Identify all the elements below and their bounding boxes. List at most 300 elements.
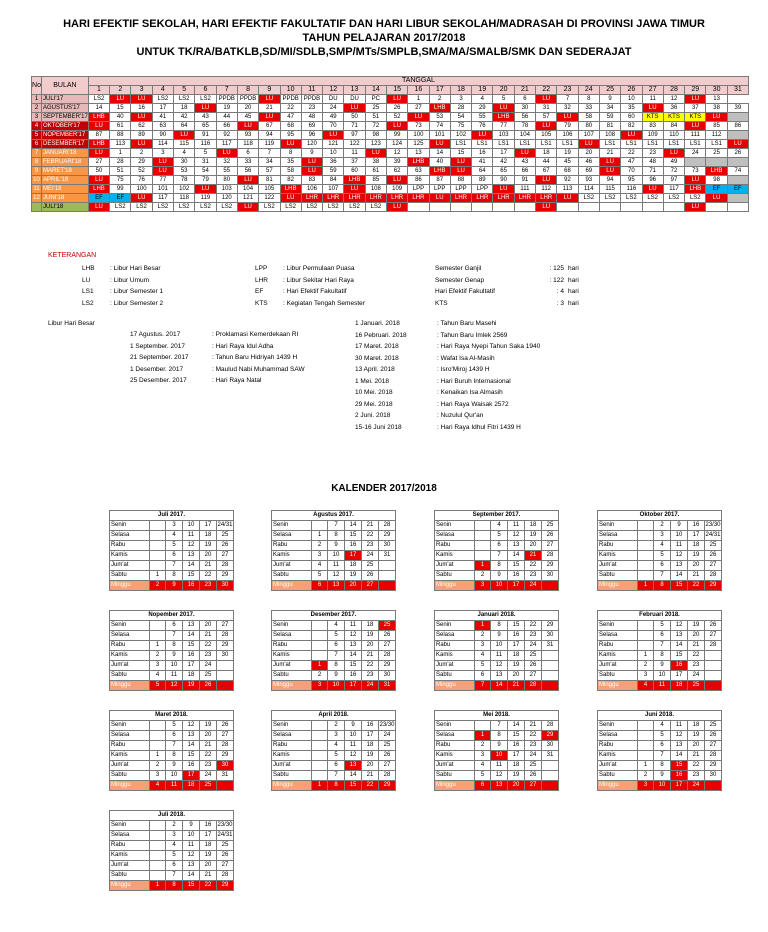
date-cell: 30	[217, 651, 234, 661]
date-cell: 12	[345, 631, 362, 641]
day-cell: 34	[599, 104, 620, 113]
day-cell: 114	[578, 185, 599, 194]
day-cell: LU	[88, 176, 109, 185]
day-cell: LU	[450, 167, 471, 176]
summary-unit: hari	[568, 299, 579, 307]
day-name: Selasa	[272, 631, 312, 641]
date-cell: 20	[688, 631, 705, 641]
date-cell: 23	[525, 741, 542, 751]
date-cell: 22	[688, 761, 705, 771]
date-cell: 11	[491, 651, 508, 661]
day-cell: 57	[259, 167, 280, 176]
legend-desc: : Libur Sekitar Hari Raya	[283, 276, 354, 284]
date-cell: 15	[183, 881, 200, 891]
day-cell: LU	[642, 104, 663, 113]
holiday-date: 25 Desember. 2017	[130, 377, 187, 384]
date-cell: 15	[508, 731, 525, 741]
date-cell: 5	[166, 541, 183, 551]
date-cell: 13	[508, 541, 525, 551]
date-cell: 2	[166, 821, 183, 831]
month-name: SEPTEMBER'17	[43, 114, 88, 120]
date-cell: 13	[345, 641, 362, 651]
day-cell: 125	[408, 140, 429, 149]
day-name: Minggu	[272, 581, 312, 591]
date-cell: 22	[525, 731, 542, 741]
day-name: Kamis	[598, 551, 638, 561]
day-cell: 42	[174, 113, 195, 122]
date-cell: 5	[475, 661, 491, 671]
day-cell: 45	[557, 158, 578, 167]
month-calendar	[109, 610, 234, 691]
calendar-month-title: Maret 2018.	[110, 711, 234, 721]
holiday-desc: : Kenaikan Isa Almasih	[437, 389, 503, 396]
date-cell: 20	[200, 731, 217, 741]
day-cell: 65	[493, 167, 514, 176]
day-cell: 9	[301, 149, 322, 158]
day-cell: 117	[216, 140, 237, 149]
date-cell: 25	[362, 561, 379, 571]
summary-item	[435, 263, 579, 275]
day-number-header: 30	[706, 86, 727, 95]
date-cell: 19	[688, 731, 705, 741]
day-cell: 10	[621, 95, 642, 104]
day-cell: LS2	[174, 203, 195, 212]
weekday-row	[272, 631, 396, 641]
legend-code: LS2	[82, 299, 94, 307]
date-cell: 28	[542, 721, 559, 731]
month-number: 5	[32, 131, 42, 140]
day-cell: 123	[365, 140, 386, 149]
holiday-date: 15-16 Juni 2018	[355, 423, 402, 431]
date-cell	[312, 731, 328, 741]
date-cell: 16	[183, 651, 200, 661]
day-cell: 31	[536, 104, 557, 113]
day-cell: 21	[599, 149, 620, 158]
holiday-item	[130, 364, 305, 376]
day-cell: KTS	[642, 113, 663, 122]
date-cell: 18	[362, 741, 379, 751]
day-cell: EF	[706, 185, 727, 194]
date-cell: 20	[525, 541, 542, 551]
day-cell: 27	[408, 104, 429, 113]
date-cell: 30	[542, 741, 559, 751]
date-cell	[638, 551, 654, 561]
date-cell: 3	[150, 771, 166, 781]
day-name: Kamis	[435, 651, 475, 661]
legend-item	[255, 286, 365, 298]
date-cell	[150, 551, 166, 561]
day-cell: LU	[685, 203, 706, 212]
day-cell: KTS	[663, 113, 684, 122]
weekday-row	[272, 761, 396, 771]
day-name: Sabtu	[272, 671, 312, 681]
day-cell: 94	[259, 131, 280, 140]
day-name: Minggu	[110, 581, 150, 591]
date-cell: 24/31	[217, 831, 234, 841]
calendar-title-row	[110, 811, 234, 821]
day-cell: 44	[216, 113, 237, 122]
day-number-header: 13	[344, 86, 365, 95]
day-cell: 2	[131, 149, 152, 158]
day-cell: LU	[323, 131, 344, 140]
date-cell: 5	[654, 621, 671, 631]
date-cell: 27	[705, 741, 722, 751]
weekday-row	[435, 531, 559, 541]
day-cell: LU	[557, 194, 578, 203]
day-cell: 108	[365, 185, 386, 194]
day-cell: 18	[174, 104, 195, 113]
date-cell	[638, 731, 654, 741]
day-cell: 90	[152, 131, 173, 140]
day-cell: LU	[344, 104, 365, 113]
holiday-desc: : Hari Raya Idul Adha	[212, 342, 274, 350]
date-cell: 30	[705, 771, 722, 781]
date-cell: 2	[150, 761, 166, 771]
day-name: Kamis	[435, 551, 475, 561]
holiday-desc: : Nuzulul Qur'an	[437, 412, 484, 419]
day-cell: LU	[429, 140, 450, 149]
date-cell: 10	[491, 751, 508, 761]
month-row	[32, 203, 749, 212]
date-cell	[150, 561, 166, 571]
date-cell: 8	[491, 731, 508, 741]
day-cell: 15	[110, 104, 131, 113]
date-cell: 8	[491, 561, 508, 571]
date-cell: 19	[508, 661, 525, 671]
day-cell: LU	[685, 176, 706, 185]
date-cell: 11	[166, 671, 183, 681]
day-cell	[727, 194, 748, 203]
weekday-row	[598, 541, 722, 551]
day-cell: LS2	[174, 95, 195, 104]
day-cell: LHB	[706, 167, 727, 176]
date-cell: 12	[328, 571, 345, 581]
day-cell: 7	[557, 95, 578, 104]
date-cell: 22	[688, 581, 705, 591]
day-cell: LU	[174, 131, 195, 140]
day-cell: LU	[493, 104, 514, 113]
weekday-row	[110, 831, 234, 841]
day-number-header: 6	[195, 86, 216, 95]
date-cell: 16	[671, 771, 688, 781]
day-number-header: 7	[216, 86, 237, 95]
date-cell: 24	[200, 661, 217, 671]
day-cell: LPP	[429, 185, 450, 194]
day-cell: 36	[663, 104, 684, 113]
day-cell: LU	[536, 203, 557, 212]
date-cell	[705, 661, 722, 671]
day-number-header: 26	[621, 86, 642, 95]
day-cell: 112	[536, 185, 557, 194]
date-cell: 27	[542, 541, 559, 551]
date-cell: 8	[328, 781, 345, 791]
date-cell	[312, 651, 328, 661]
holiday-date: 17 Agustus. 2017	[130, 331, 181, 338]
day-name: Rabu	[272, 641, 312, 651]
day-cell: 4	[472, 95, 493, 104]
day-cell: LHR	[514, 194, 535, 203]
day-cell: 33	[237, 158, 258, 167]
day-cell: 85	[706, 122, 727, 131]
weekday-row	[110, 541, 234, 551]
day-name: Jum'at	[110, 561, 150, 571]
weekday-row	[272, 541, 396, 551]
date-cell	[638, 641, 654, 651]
date-cell: 18	[508, 761, 525, 771]
month-calendar	[109, 710, 234, 791]
day-cell: 97	[663, 176, 684, 185]
day-name: Rabu	[598, 741, 638, 751]
holiday-list-2017	[130, 329, 305, 387]
date-cell	[638, 541, 654, 551]
month-row	[32, 113, 749, 122]
date-cell: 22	[362, 661, 379, 671]
date-cell: 26	[525, 771, 542, 781]
day-cell: 99	[386, 131, 407, 140]
date-cell: 9	[183, 821, 200, 831]
date-cell: 10	[328, 681, 345, 691]
day-cell: 54	[450, 113, 471, 122]
day-cell: LS2	[642, 194, 663, 203]
day-cell: 74	[727, 167, 748, 176]
date-cell: 20	[688, 741, 705, 751]
date-cell: 29	[217, 881, 234, 891]
date-cell	[150, 541, 166, 551]
date-cell: 21	[688, 641, 705, 651]
date-cell: 13	[491, 671, 508, 681]
day-cell: 98	[706, 176, 727, 185]
day-cell: LS1	[663, 140, 684, 149]
date-cell	[475, 531, 491, 541]
calendar-month-title: Januari 2018.	[435, 611, 559, 621]
day-cell: 23	[301, 104, 322, 113]
date-cell: 21	[525, 721, 542, 731]
date-cell	[542, 661, 559, 671]
day-cell: LU	[344, 185, 365, 194]
day-name: Sabtu	[435, 671, 475, 681]
day-name: Kamis	[272, 551, 312, 561]
legend-code: LHB	[82, 265, 95, 272]
date-cell: 1	[312, 531, 328, 541]
day-cell: 59	[323, 167, 344, 176]
day-cell: LHB	[344, 176, 365, 185]
date-cell: 9	[654, 661, 671, 671]
day-name: Rabu	[110, 641, 150, 651]
day-cell: LHB	[88, 185, 109, 194]
day-cell: 106	[557, 131, 578, 140]
date-cell: 17	[362, 731, 379, 741]
summary-unit: hari	[568, 265, 579, 272]
day-cell: PPDB	[216, 95, 237, 104]
day-cell: 70	[621, 167, 642, 176]
date-cell: 3	[475, 751, 491, 761]
date-cell: 11	[508, 521, 525, 531]
day-cell: LU	[88, 203, 109, 212]
month-header: BULAN	[42, 77, 89, 95]
date-cell: 14	[671, 641, 688, 651]
date-cell: 25	[705, 721, 722, 731]
day-cell: 114	[152, 140, 173, 149]
weekday-row	[110, 741, 234, 751]
day-cell: 104	[237, 185, 258, 194]
day-cell: 19	[216, 104, 237, 113]
day-cell: 58	[280, 167, 301, 176]
date-cell: 22	[200, 881, 217, 891]
date-cell: 18	[671, 681, 688, 691]
day-name: Minggu	[272, 781, 312, 791]
day-name: Jum'at	[110, 761, 150, 771]
day-cell: 28	[450, 104, 471, 113]
date-cell: 15	[671, 651, 688, 661]
date-cell: 7	[166, 741, 183, 751]
day-cell: 45	[237, 113, 258, 122]
holiday-desc: : Proklamasi Kemerdekaan RI	[212, 331, 299, 338]
sunday-row	[110, 881, 234, 891]
date-cell: 12	[183, 851, 200, 861]
month-row	[32, 131, 749, 140]
day-number-header: 29	[685, 86, 706, 95]
day-cell: 36	[323, 158, 344, 167]
weekday-row	[435, 631, 559, 641]
summary-unit: hari	[568, 276, 579, 284]
date-cell: 3	[475, 581, 491, 591]
day-name: Jum'at	[598, 661, 638, 671]
weekday-row	[110, 861, 234, 871]
date-cell: 28	[217, 741, 234, 751]
day-cell: LHR	[386, 194, 407, 203]
date-cell: 13	[328, 581, 345, 591]
day-cell: LU	[450, 158, 471, 167]
date-cell: 3	[150, 661, 166, 671]
day-cell: 52	[131, 167, 152, 176]
day-cell: 17	[152, 104, 173, 113]
day-cell: LU	[536, 95, 557, 104]
date-cell: 4	[150, 781, 166, 791]
date-cell: 26	[542, 531, 559, 541]
day-cell: LS1	[642, 140, 663, 149]
date-cell: 21	[200, 631, 217, 641]
weekday-row	[272, 651, 396, 661]
weekday-row	[435, 771, 559, 781]
date-cell	[150, 721, 166, 731]
date-cell: 21	[525, 551, 542, 561]
day-number-header: 5	[174, 86, 195, 95]
day-name: Senin	[110, 821, 150, 831]
day-cell: LU	[706, 113, 727, 122]
day-name: Senin	[435, 521, 475, 531]
day-cell: 61	[365, 167, 386, 176]
date-cell	[217, 671, 234, 681]
no-header: No	[32, 77, 42, 95]
date-cell: 9	[491, 631, 508, 641]
day-cell	[429, 203, 450, 212]
weekday-row	[110, 661, 234, 671]
calendar-title-row	[598, 611, 722, 621]
day-cell: DU	[344, 95, 365, 104]
date-cell: 22	[362, 781, 379, 791]
month-number: 12	[33, 195, 40, 201]
date-cell: 28	[217, 871, 234, 881]
day-cell: 7	[259, 149, 280, 158]
day-cell: 12	[386, 149, 407, 158]
date-cell	[542, 581, 559, 591]
day-cell: 30	[174, 158, 195, 167]
day-name: Jum'at	[110, 661, 150, 671]
day-cell: 99	[110, 185, 131, 194]
day-number-header: 9	[259, 86, 280, 95]
date-cell	[150, 731, 166, 741]
weekday-row	[435, 651, 559, 661]
date-cell: 5	[328, 631, 345, 641]
day-cell: 10	[323, 149, 344, 158]
date-cell: 30	[379, 541, 396, 551]
date-cell	[638, 751, 654, 761]
date-cell: 15	[183, 751, 200, 761]
date-cell	[150, 821, 166, 831]
day-cell: 113	[557, 185, 578, 194]
weekday-row	[272, 661, 396, 671]
day-cell: 107	[323, 185, 344, 194]
day-cell: EF	[110, 194, 131, 203]
date-cell: 12	[508, 531, 525, 541]
day-cell: 103	[493, 131, 514, 140]
weekday-row	[272, 571, 396, 581]
date-cell: 2	[150, 581, 166, 591]
weekday-row	[435, 571, 559, 581]
day-cell: LS1	[685, 140, 706, 149]
legend-code: EF	[255, 288, 264, 295]
day-cell: 57	[536, 113, 557, 122]
date-cell: 8	[654, 581, 671, 591]
holiday-date: 17 Maret. 2018	[355, 343, 399, 350]
date-cell: 15	[508, 561, 525, 571]
date-cell: 13	[183, 731, 200, 741]
date-cell: 11	[671, 541, 688, 551]
date-cell: 26	[705, 551, 722, 561]
holiday-item	[355, 410, 540, 422]
day-cell: 43	[514, 158, 535, 167]
date-cell: 23	[200, 581, 217, 591]
date-cell: 18	[183, 671, 200, 681]
date-cell: 14	[508, 551, 525, 561]
keterangan-title: KETERANGAN	[48, 252, 97, 259]
weekday-row	[110, 531, 234, 541]
day-cell: LS2	[280, 203, 301, 212]
weekday-row	[598, 561, 722, 571]
date-cell: 4	[312, 561, 328, 571]
day-cell: 80	[578, 122, 599, 131]
day-cell: LU	[365, 149, 386, 158]
date-cell: 23/30	[379, 721, 396, 731]
day-cell: 90	[493, 176, 514, 185]
date-cell: 5	[166, 721, 183, 731]
day-cell: LS2	[365, 203, 386, 212]
month-calendar	[597, 510, 722, 591]
weekday-row	[110, 521, 234, 531]
date-cell	[638, 621, 654, 631]
sunday-row	[435, 581, 559, 591]
day-cell: 108	[599, 131, 620, 140]
date-cell: 7	[328, 771, 345, 781]
date-cell: 8	[328, 661, 345, 671]
day-cell	[514, 203, 535, 212]
day-cell: LS1	[450, 140, 471, 149]
day-name: Selasa	[110, 731, 150, 741]
day-cell: 41	[152, 113, 173, 122]
day-name: Rabu	[598, 541, 638, 551]
day-cell: LU	[216, 149, 237, 158]
calendar-month-title: Juni 2018.	[598, 711, 722, 721]
